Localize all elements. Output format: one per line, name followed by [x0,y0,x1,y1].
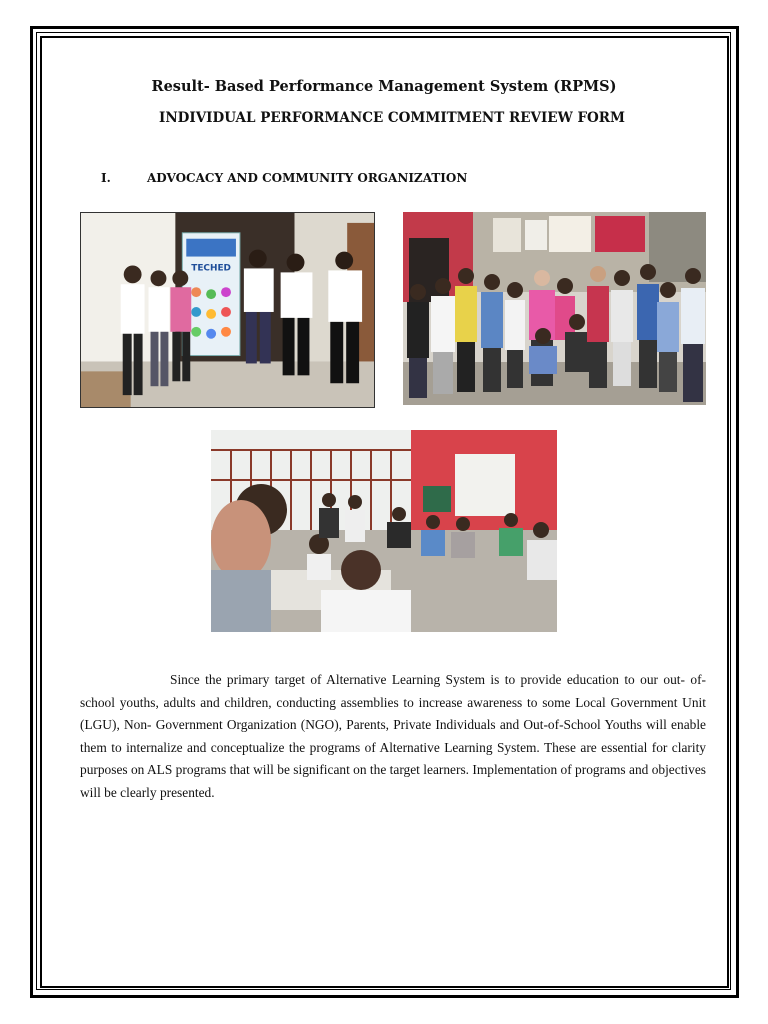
body-paragraph: Since the primary target of Alternative Learning System is to provide education to our out- of- school youths, adults and children, conducting assemblies to increase awareness to some Local Government Unit (LGU), Non- Government Organization (NGO), Parents, Private Individuals and Out-of-School Youths will enable them to internalize and conceptualize the programs of Alternative Learning System. These are essential for clarity purposes on ALS programs that will be significant on the target learners. Implementation of programs and objectives will be clearly presented. [80,672,706,800]
document-title: Result- Based Performance Management System (RPMS) [151,78,617,95]
photo-community-group [403,212,706,405]
section-number: I. [101,171,111,185]
document-subtitle: INDIVIDUAL PERFORMANCE COMMITMENT REVIEW FORM [159,110,625,126]
photo-office-group [80,212,375,408]
section-heading: ADVOCACY AND COMMUNITY ORGANIZATION [147,171,468,185]
photo-learning-session [211,430,557,632]
banner-text: TECHED [191,263,231,274]
